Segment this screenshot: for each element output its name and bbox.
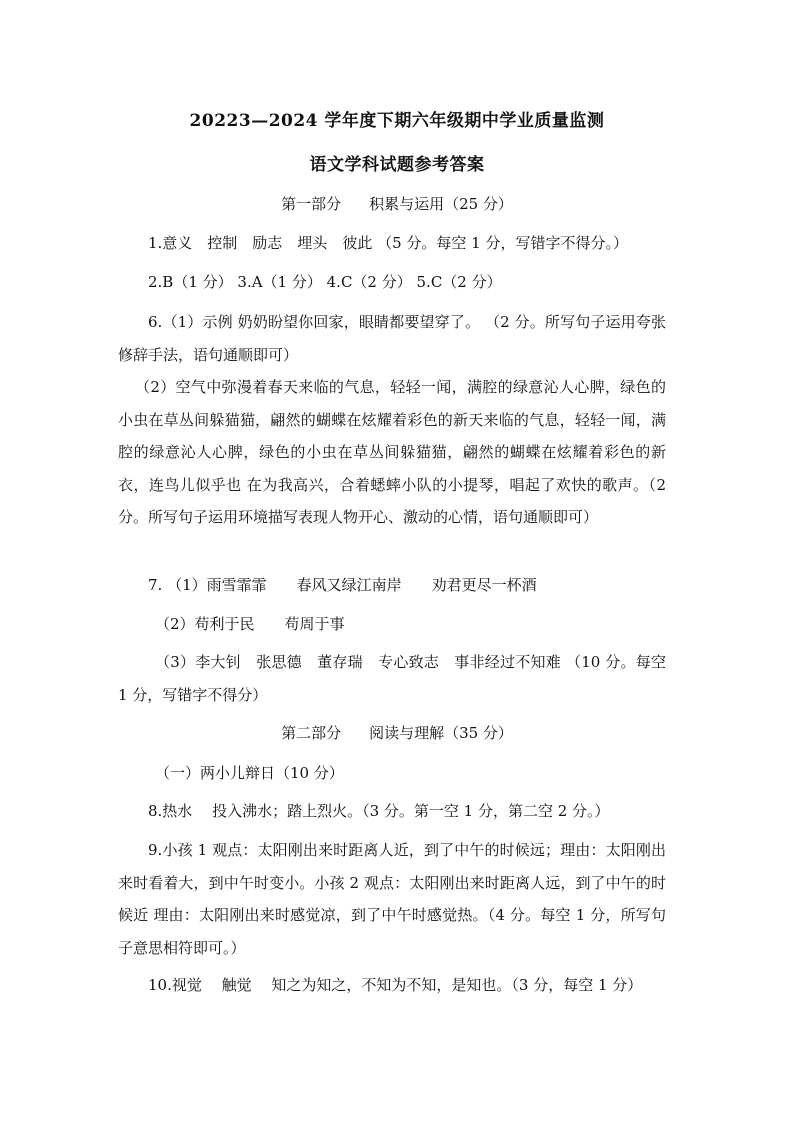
answer-q7-part3: （3）李大钊 张思德 董存瑞 专心致志 事非经过不知难 （10 分。每空 1 分，写错字不得分） (118, 653, 666, 704)
answer-q8: 8.热水 投入沸水；踏上烈火。（3 分。第一空 1 分，第二空 2 分。） (148, 802, 610, 820)
reading-subsection-1: （一）两小儿辩日（10 分） (155, 764, 344, 782)
answer-q1: 1.意义 控制 励志 埋头 彼此 （5 分。每空 1 分，写错字不得分。） (148, 234, 628, 252)
part1-heading (0, 193, 794, 214)
answer-q10: 10.视觉 触觉 知之为知之，不知为不知，是知也。（3 分，每空 1 分） (148, 976, 643, 994)
part2-heading-title: 阅读与理解（35 分） (369, 724, 513, 742)
part1-heading-number: 第一部分 (281, 195, 342, 213)
answer-q6-part1: 6.（1）示例 奶奶盼望你回家，眼睛都要望穿了。 （2 分。所写句子运用夸张修辞手法，语句通顺即可） (118, 313, 666, 364)
answer-q7-part1: 7. （1）雨雪霏霏 春风又绿江南岸 劝君更尽一杯酒 (148, 576, 537, 594)
document-subtitle: 语文学科试题参考答案 (309, 155, 485, 175)
part1-heading-title: 积累与运用（25 分） (369, 195, 513, 213)
answer-q2-5: 2.B（1 分） 3.A（1 分） 4.C（2 分） 5.C（2 分） (148, 273, 502, 291)
answer-q9: 9.小孩 1 观点：太阳刚出来时距离人近，到了中午的时候远；理由：太阳刚出来时看着大，到中午时变小。小孩 2 观点：太阳刚出来时距离人远，到了中午的时候近 理由：太阳刚出来时感觉凉，到了中午时感觉热。（4 分。每空 1 分，所写句子意思相符即可。） (118, 841, 666, 957)
answer-q7-part2: （2）苟利于民 苟周于事 (155, 615, 345, 633)
part2-heading-number: 第二部分 (281, 724, 342, 742)
document-title: 20223—2024 学年度下期六年级期中学业质量监测 (189, 111, 605, 131)
part2-heading (0, 722, 794, 743)
answer-q6-part2: （2）空气中弥漫着春天来临的气息，轻轻一闻，满腔的绿意沁人心脾，绿色的小虫在草丛间躲猫猫，翩然的蝴蝶在炫耀着彩色的新天来临的气息，轻轻一闻，满腔的绿意沁人心脾，绿色的小虫在草丛间躲猫猫，翩然的蝴蝶在炫耀着彩色的新衣，连鸟儿似乎也 在为我高兴，合着蟋蟀小队的小提琴，唱起了欢快的歌声。（2 分。所写句子运用环境描写表现人物开心、激动的心情，语句通顺即可） (118, 378, 666, 526)
